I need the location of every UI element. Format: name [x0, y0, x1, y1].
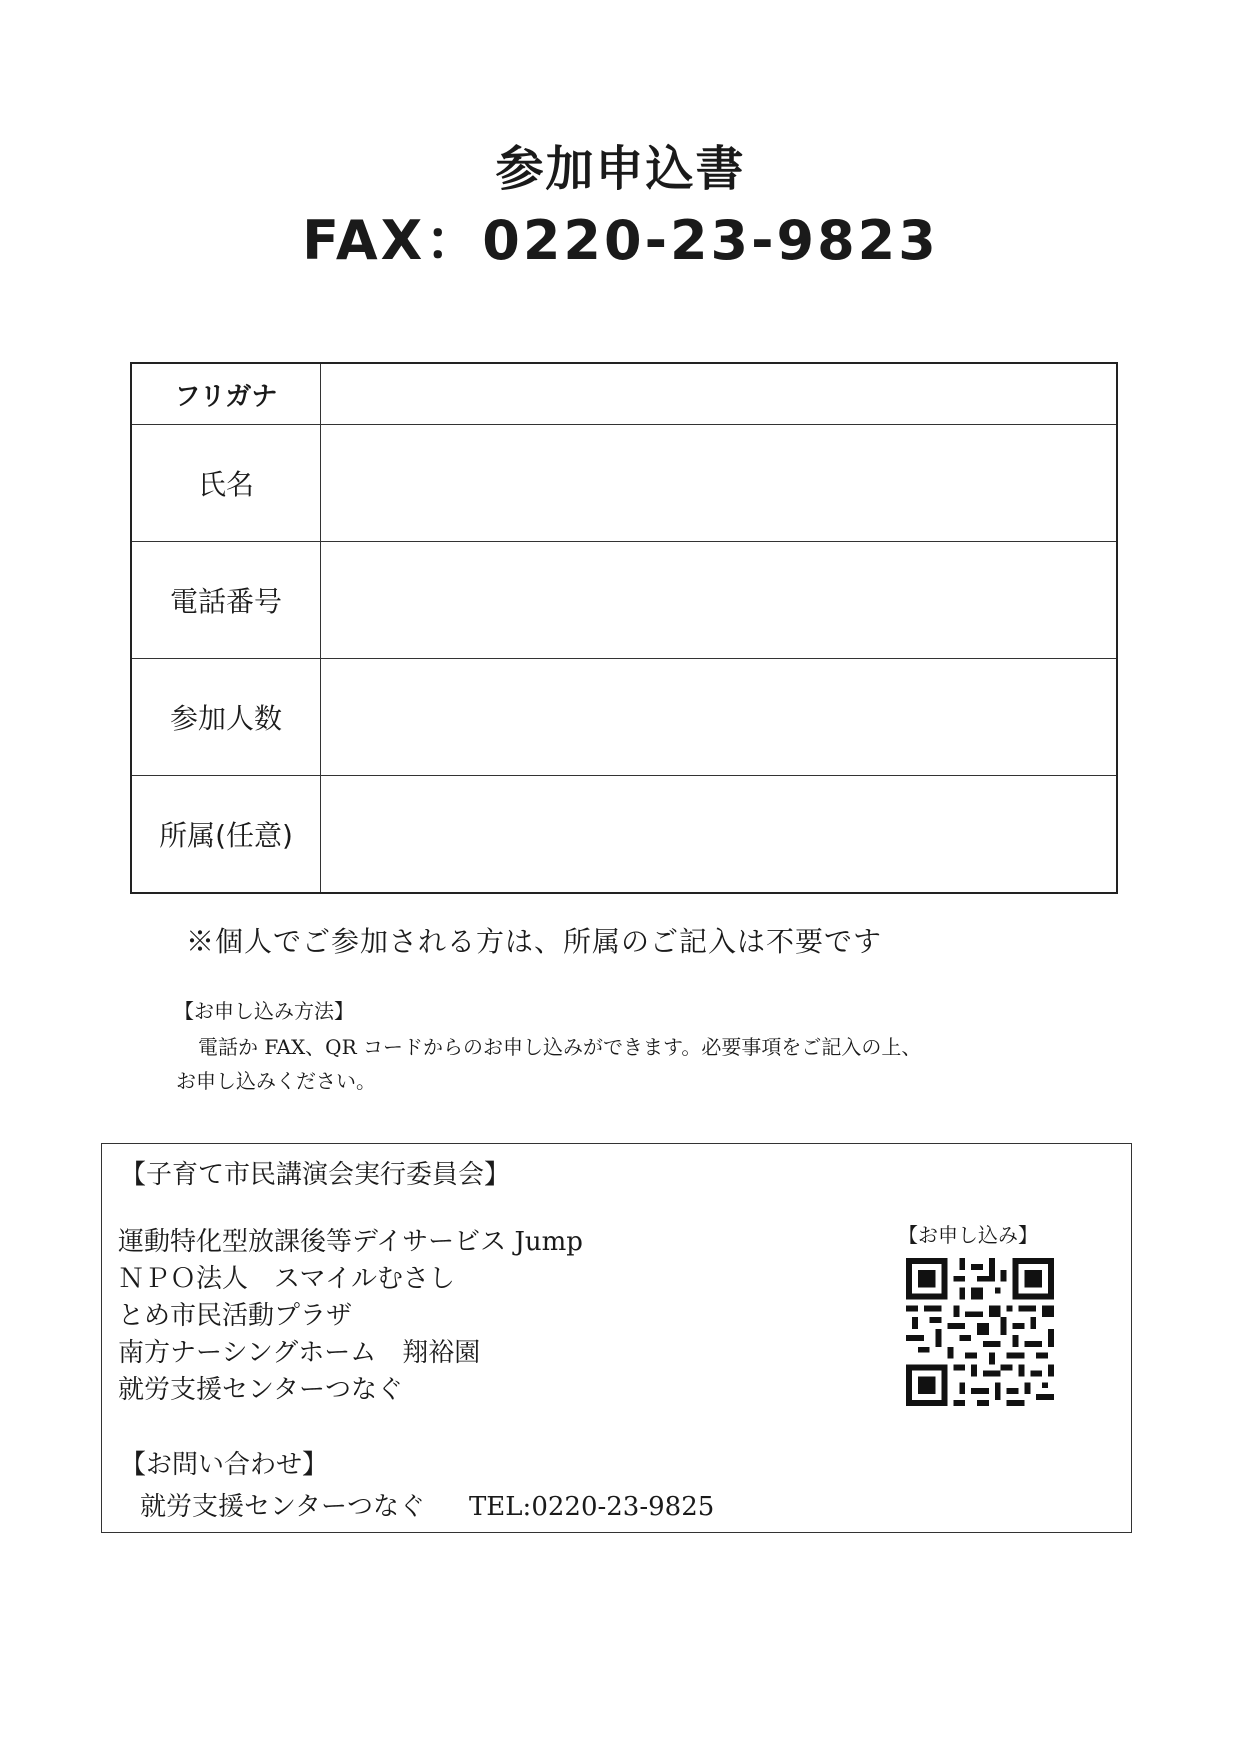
affiliation-label: 所属(任意) — [131, 776, 321, 894]
phone-label: 電話番号 — [131, 542, 321, 659]
form-row-furigana — [131, 363, 1117, 425]
fax-number: FAX：0220-23-9823 — [302, 209, 939, 272]
form-row-affiliation — [131, 776, 1117, 894]
apply-label: 【お申し込み】 — [898, 1223, 1038, 1247]
form-row-attendees — [131, 659, 1117, 776]
name-label: 氏名 — [131, 425, 321, 542]
contact-heading: 【お問い合わせ】 — [120, 1450, 329, 1480]
name-field[interactable] — [321, 425, 1118, 542]
phone-field[interactable] — [321, 542, 1118, 659]
contact-name: 就労支援センターつなぐ — [140, 1492, 425, 1522]
attendees-field[interactable] — [321, 659, 1118, 776]
method-line-2: お申し込みください。 — [176, 1069, 376, 1093]
organizer-box — [101, 1143, 1132, 1533]
member-item: ＮＰＯ法人 スマイルむさし — [118, 1264, 455, 1294]
organizer-heading: 【子育て市民講演会実行委員会】 — [120, 1160, 511, 1190]
affiliation-note: ※個人でご参加される方は、所属のご記入は不要です — [186, 925, 883, 958]
form-row-phone — [131, 542, 1117, 659]
method-line-1: 電話か FAX、QR コードからのお申し込みができます。必要事項をご記入の上、 — [198, 1035, 922, 1059]
member-item: 就労支援センターつなぐ — [118, 1375, 403, 1405]
contact-line — [140, 1486, 714, 1523]
form-title: 参加申込書 — [495, 141, 746, 197]
member-item: とめ市民活動プラザ — [118, 1301, 353, 1331]
contact-tel: TEL:0220-23-9825 — [468, 1492, 715, 1522]
application-form — [130, 362, 1118, 894]
member-item: 運動特化型放課後等デイサービス Jump — [118, 1227, 583, 1257]
furigana-field[interactable] — [321, 363, 1118, 425]
form-row-name — [131, 425, 1117, 542]
attendees-label: 参加人数 — [131, 659, 321, 776]
member-list — [118, 1224, 583, 1409]
qr-code-icon[interactable] — [906, 1258, 1054, 1406]
method-body — [176, 1030, 1106, 1098]
method-heading: 【お申し込み方法】 — [174, 999, 354, 1023]
affiliation-field[interactable] — [321, 776, 1118, 894]
furigana-label: フリガナ — [131, 363, 321, 425]
member-item: 南方ナーシングホーム 翔裕園 — [118, 1338, 481, 1368]
